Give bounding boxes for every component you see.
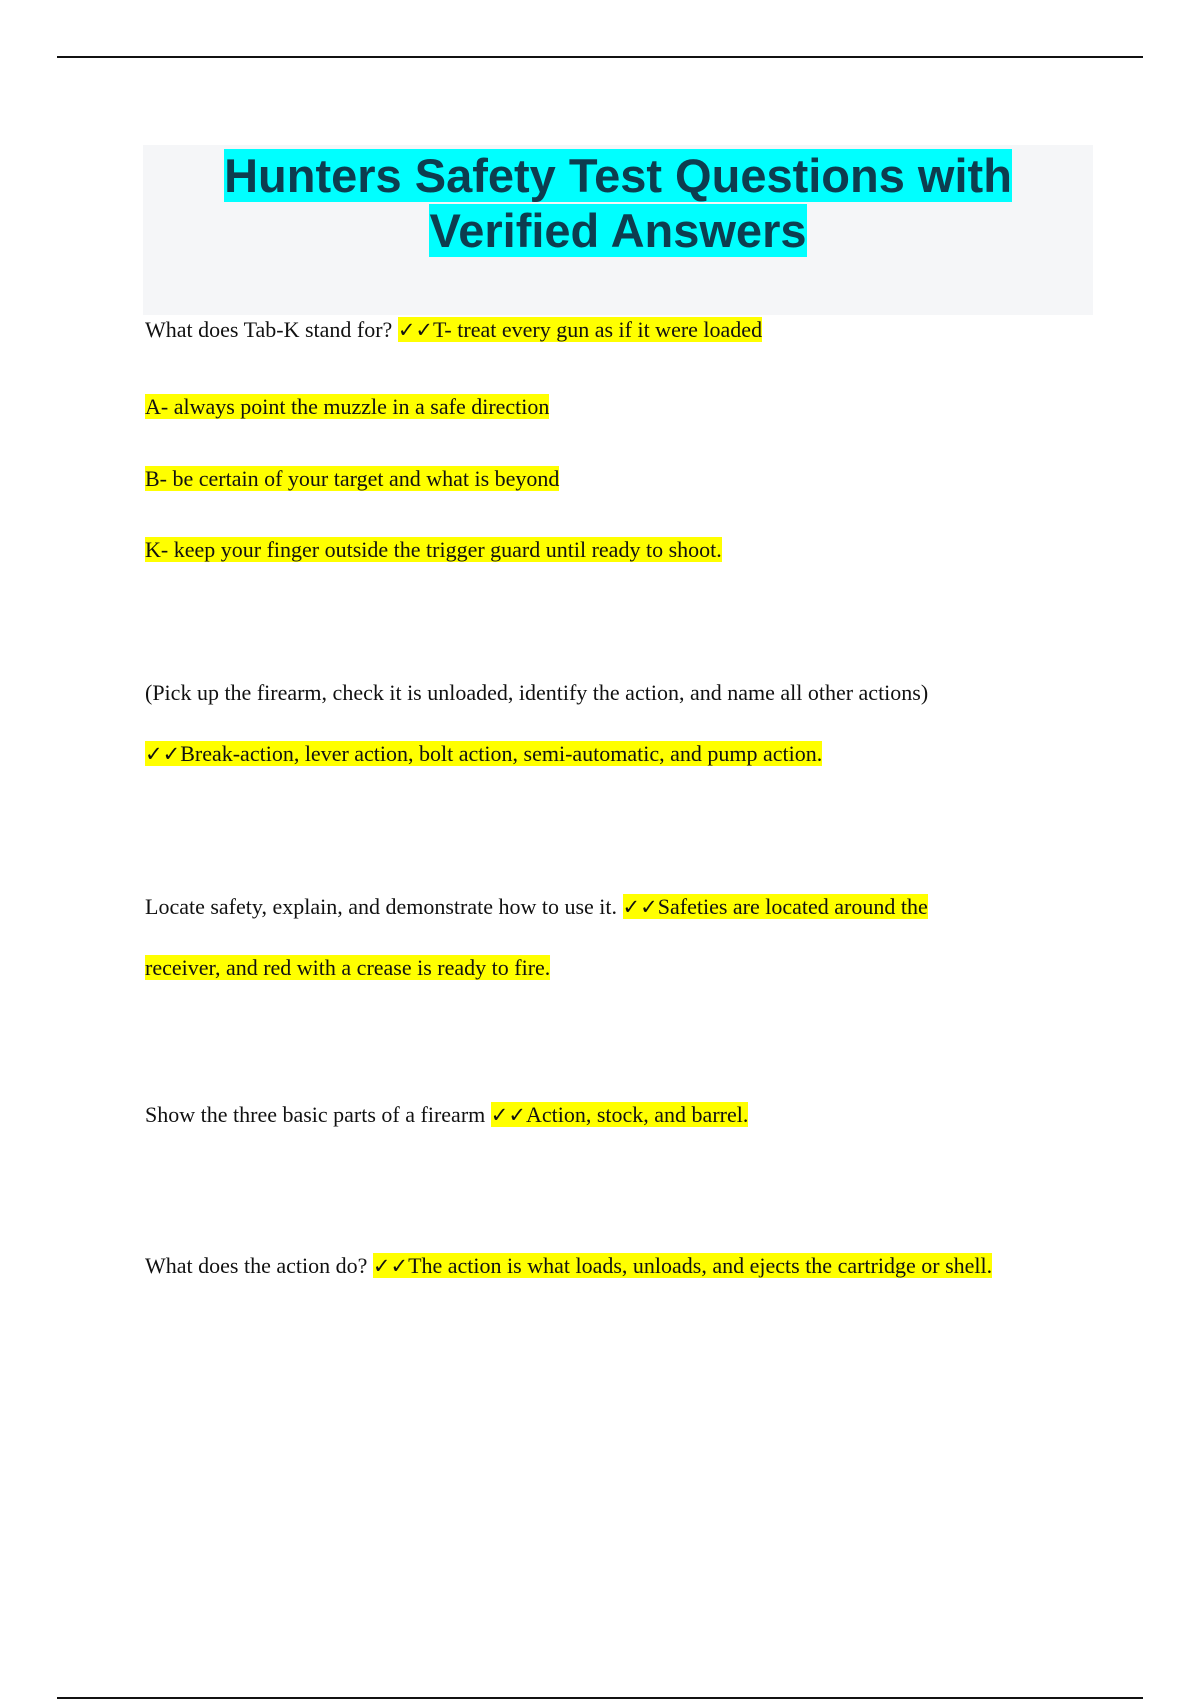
answer-text: receiver, and red with a crease is ready to fire.: [145, 955, 551, 980]
qa-item-1: [145, 315, 762, 345]
answer-text: The action is what loads, unloads, and ejects the cartridge or shell.: [408, 1253, 993, 1278]
qa-item-1-answer-line-2: [145, 392, 549, 422]
qa-item-1-answer-line-3: [145, 464, 559, 494]
answer-text: Safeties are located around the: [657, 894, 928, 919]
document-title: [143, 145, 1093, 258]
header-rule: [57, 56, 1143, 58]
check-icon: ✓✓: [622, 895, 658, 919]
answer-highlight: [145, 741, 822, 766]
answer-text: K- keep your finger outside the trigger guard until ready to shoot.: [145, 537, 722, 562]
question-text: Show the three basic parts of a firearm: [145, 1102, 486, 1127]
qa-item-2-answer: [145, 739, 822, 769]
answer-highlight: [373, 1253, 992, 1278]
title-line-2: Verified Answers: [429, 204, 807, 257]
answer-highlight: [491, 1102, 749, 1127]
title-line-1: Hunters Safety Test Questions with: [224, 149, 1012, 202]
qa-item-5: [145, 1251, 992, 1281]
check-icon: ✓✓: [490, 1103, 526, 1127]
qa-item-1-answer-line-4: [145, 535, 722, 565]
question-text: (Pick up the firearm, check it is unloaded, identify the action, and name all other actions): [145, 680, 929, 705]
answer-highlight: [623, 894, 928, 919]
check-icon: ✓✓: [372, 1254, 409, 1278]
title-block: [143, 145, 1093, 315]
footer-rule: [57, 1697, 1143, 1699]
qa-item-3-answer-line-2: [145, 953, 550, 983]
answer-text: B- be certain of your target and what is beyond: [145, 466, 560, 491]
answer-text: Break-action, lever action, bolt action, semi-automatic, and pump action.: [180, 741, 823, 766]
qa-item-3: [145, 892, 928, 922]
qa-item-2: [145, 678, 928, 708]
check-icon: ✓✓: [397, 318, 434, 342]
answer-text: A- always point the muzzle in a safe direction: [145, 394, 550, 419]
check-icon: ✓✓: [145, 742, 181, 766]
question-text: Locate safety, explain, and demonstrate how to use it.: [145, 894, 618, 919]
answer-text: T- treat every gun as if it were loaded: [433, 317, 763, 342]
question-text: What does Tab-K stand for?: [145, 317, 393, 342]
answer-highlight: [398, 317, 762, 342]
question-text: What does the action do?: [145, 1253, 368, 1278]
answer-text: Action, stock, and barrel.: [525, 1102, 749, 1127]
qa-item-4: [145, 1100, 748, 1130]
